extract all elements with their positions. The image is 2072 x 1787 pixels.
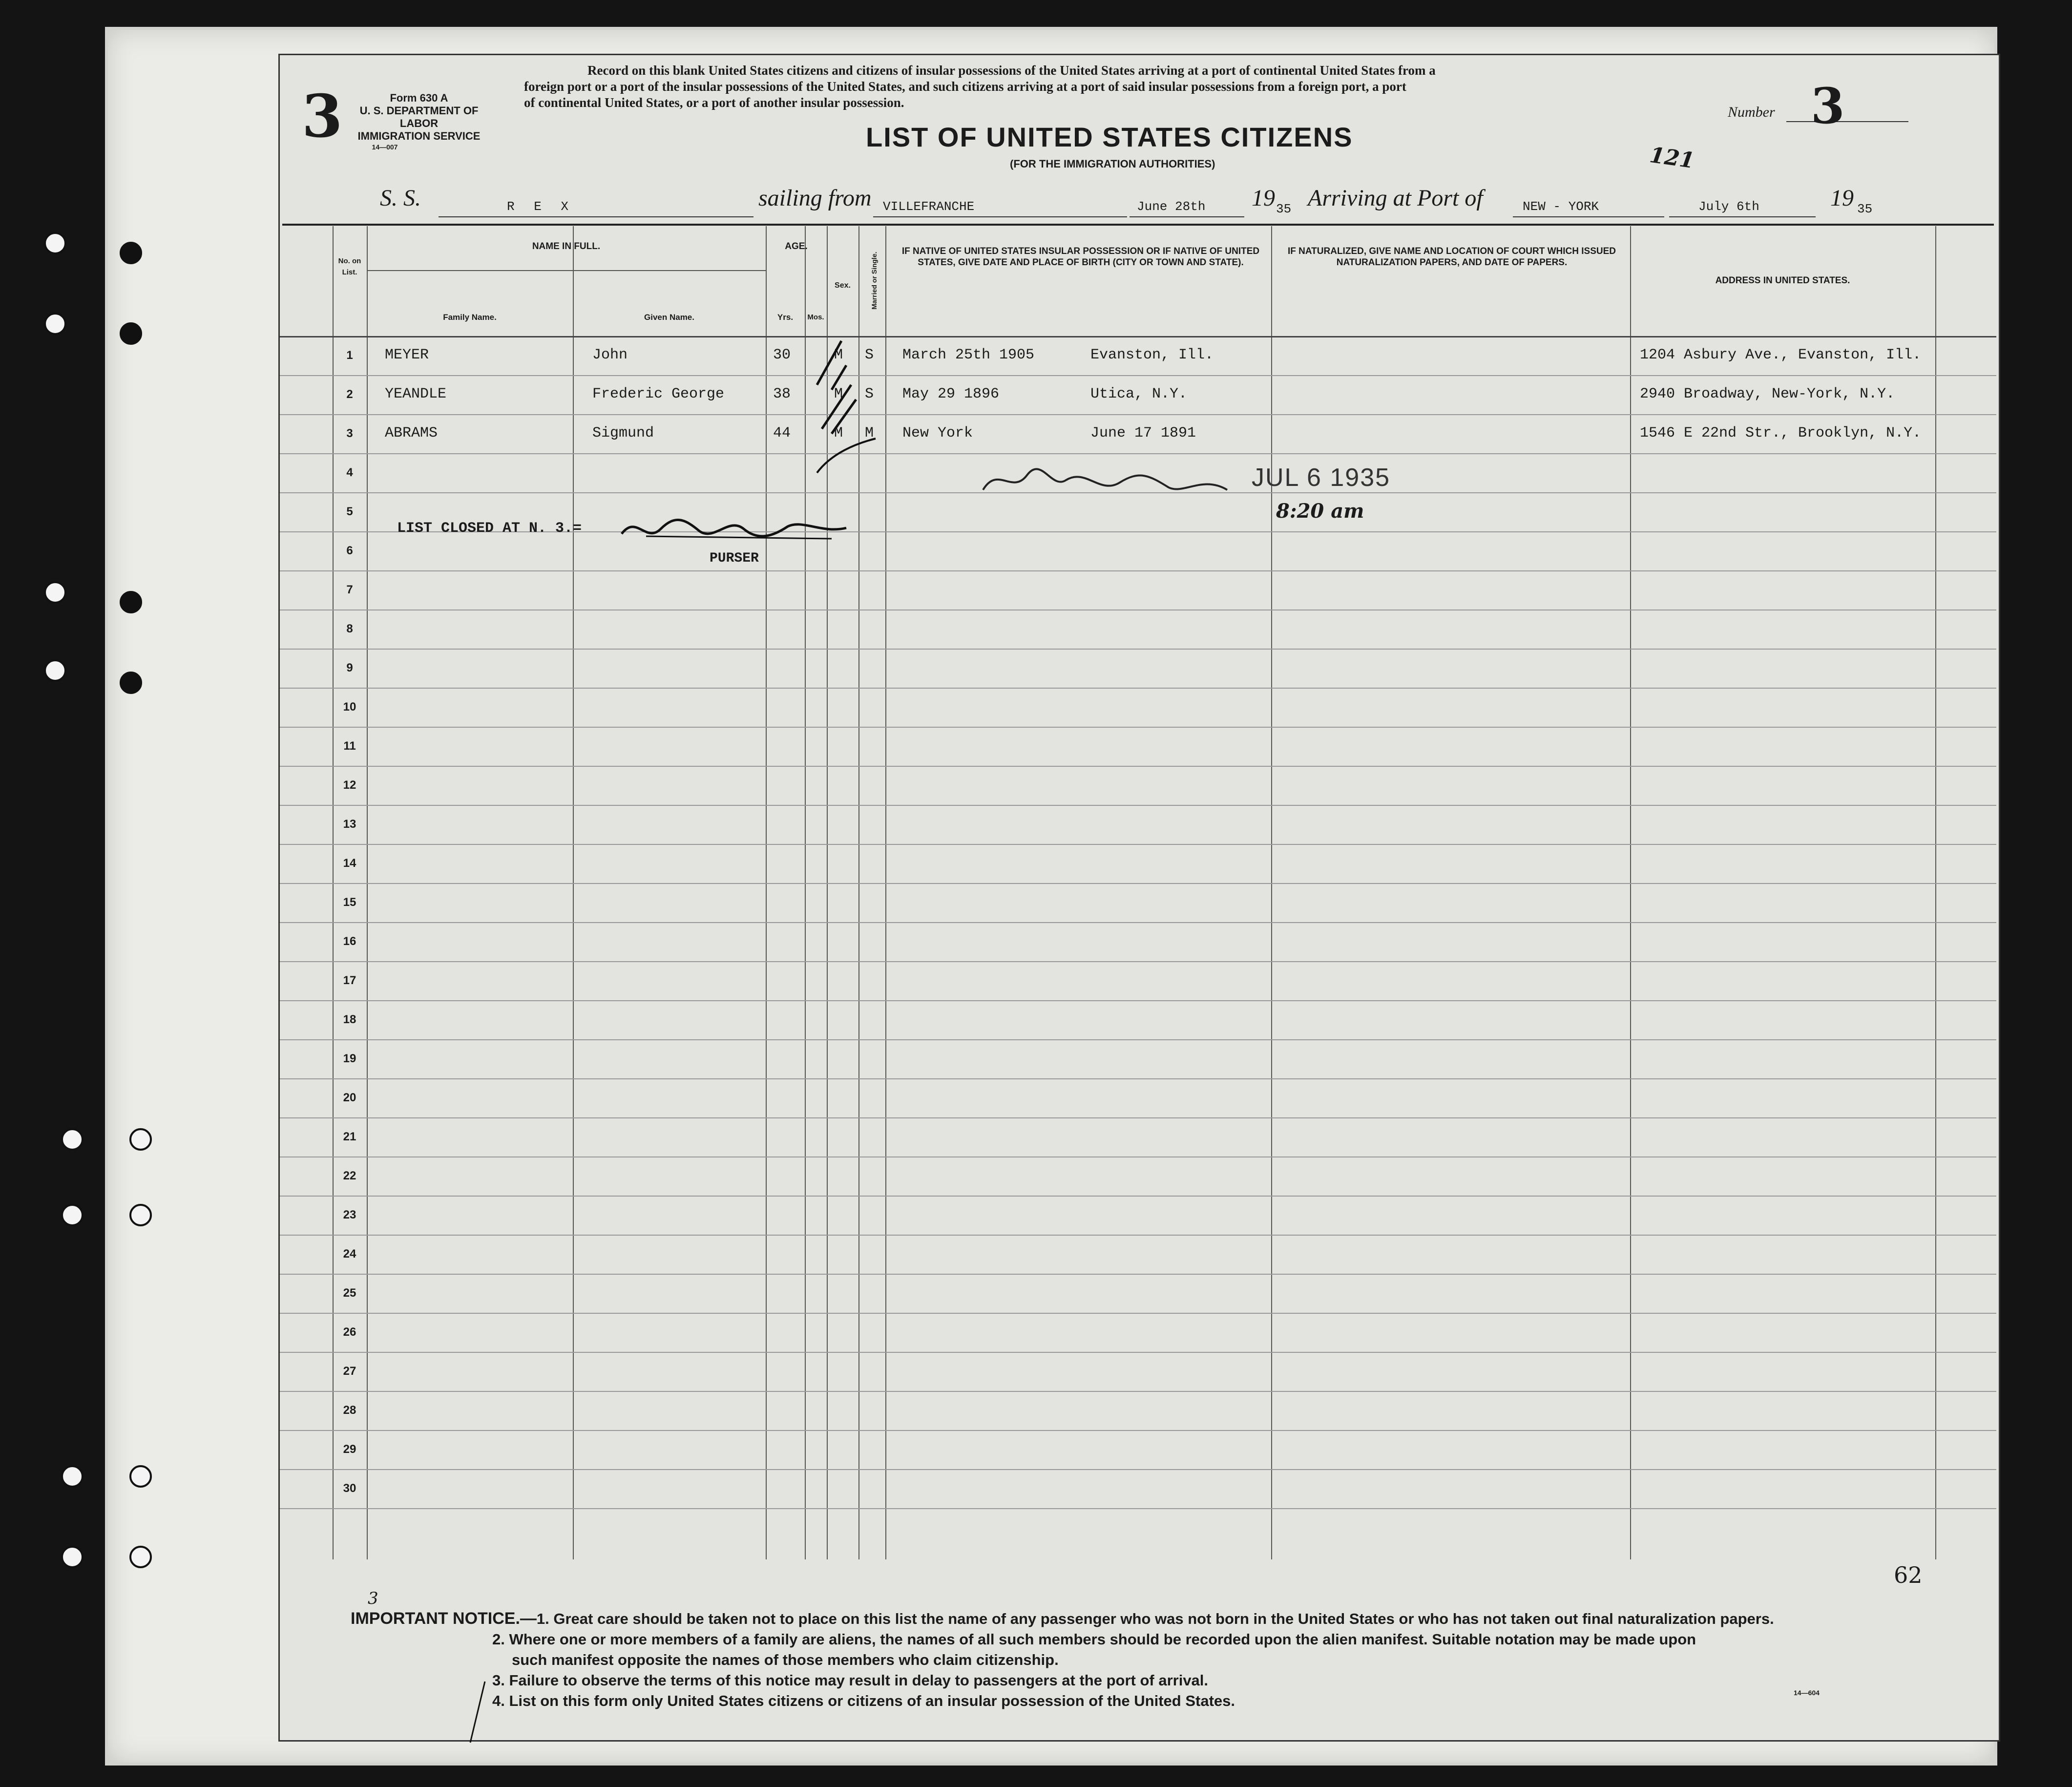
binder-hole-icon (120, 242, 142, 264)
arrival-date: July 6th (1698, 199, 1759, 214)
col-birth: IF NATIVE OF UNITED STATES INSULAR POSSESSION OR IF NATIVE OF UNITED STATES, GIVE DATE AND PLACE OF BIRTH (CITY OR TOWN AND STATE). (901, 246, 1260, 268)
col-no: No. on List. (338, 257, 361, 276)
given-name-cell: Sigmund (592, 425, 654, 441)
year-prefix-2: 19 (1830, 185, 1854, 211)
row-number: 3 (346, 427, 353, 440)
row-number: 22 (343, 1169, 356, 1182)
subheader-divider (367, 270, 766, 271)
birth-date-cell: May 29 1896 (902, 386, 1000, 402)
row-number: 26 (343, 1325, 356, 1339)
notice-2a: 2. Where one or more members of a family are aliens, the names of all such members should be recorded upon the alien manifest. Suitable notation may be made upon (492, 1631, 1696, 1648)
row-number: 2 (346, 388, 353, 401)
address-cell: 1546 E 22nd Str., Brooklyn, N.Y. (1640, 425, 1922, 441)
col-age: AGE. (785, 241, 808, 252)
row-number: 25 (343, 1286, 356, 1300)
binder-hole-icon (44, 232, 66, 254)
row-line (280, 1469, 1996, 1470)
page-number: 62 (1894, 1562, 1923, 1588)
row-number: 28 (343, 1404, 356, 1417)
row-line (280, 1235, 1996, 1236)
number-label: Number (1728, 104, 1775, 120)
birth-place-cell: Evanston, Ill. (1090, 347, 1214, 363)
row-line (280, 375, 1996, 376)
number-value: 3 (1811, 77, 1845, 135)
row-line (280, 805, 1996, 806)
column-divider (367, 226, 368, 1559)
given-name-cell: Frederic George (592, 386, 725, 402)
row-number: 23 (343, 1208, 356, 1221)
row-line (280, 922, 1996, 923)
binder-hole-icon (120, 591, 142, 613)
column-divider (333, 226, 334, 1559)
column-divider (1271, 226, 1272, 1559)
sex-cell: M (834, 425, 843, 441)
ship-underline (439, 216, 753, 217)
notice-1: 1. Great care should be taken not to place on this list the name of any passenger who was not born in the United States or who has not taken out final naturalization papers. (536, 1610, 1774, 1627)
notice-lead: IMPORTANT NOTICE.— (351, 1609, 537, 1628)
col-married: Married or Single. (870, 252, 878, 310)
address-cell: 1204 Asbury Ave., Evanston, Ill. (1640, 347, 1922, 363)
row-number: 30 (343, 1482, 356, 1495)
row-number: 1 (346, 349, 353, 362)
age-years-cell: 38 (773, 386, 791, 402)
column-divider (805, 226, 806, 1559)
row-number: 10 (343, 700, 356, 714)
birth-place-cell: June 17 1891 (1090, 425, 1196, 441)
from-port: VILLEFRANCHE (883, 199, 975, 214)
given-name-cell: John (592, 347, 628, 363)
binder-hole-icon (61, 1204, 84, 1226)
page-title: LIST OF UNITED STATES CITIZENS (866, 122, 1353, 152)
purser-label: PURSER (710, 551, 759, 566)
row-line (280, 1274, 1996, 1275)
row-line (280, 1000, 1996, 1001)
col-sex: Sex. (835, 281, 851, 290)
age-years-cell: 30 (773, 347, 791, 363)
row-number: 7 (346, 583, 353, 596)
form-header (282, 58, 1994, 226)
binder-hole-icon (129, 1465, 152, 1488)
record-text-3: of continental United States, or a port of another insular possession. (524, 95, 904, 110)
row-number: 5 (346, 505, 353, 518)
ship-name: R E X (507, 199, 575, 214)
arrival-port-underline (1513, 216, 1664, 217)
form-id (343, 92, 495, 143)
row-line (280, 1117, 1996, 1118)
year-1: 35 (1276, 202, 1292, 216)
form-number-left: 3 (302, 82, 343, 151)
row-line (280, 1430, 1996, 1431)
purser-signature (617, 509, 861, 548)
sail-date-underline (1130, 216, 1244, 217)
marital-cell: M (865, 425, 874, 441)
margin-stroke (468, 1679, 487, 1747)
column-divider (1630, 226, 1631, 1559)
record-text-2: foreign port or a port of the insular possessions of the United States, and such citizens arriving at a port of said insular possessions from a foreign port, a port (524, 79, 1406, 94)
age-years-cell: 44 (773, 425, 791, 441)
row-number: 9 (346, 661, 353, 674)
row-number: 12 (343, 778, 356, 792)
row-line (280, 766, 1996, 767)
record-text-1: Record on this blank United States citizens and citizens of insular possessions of the United States arriving at a port of continental United States from a (587, 63, 1436, 78)
row-number: 29 (343, 1443, 356, 1456)
row-line (280, 1156, 1996, 1157)
arrival-date-underline (1669, 216, 1816, 217)
row-line (280, 1078, 1996, 1079)
important-notice (351, 1608, 1977, 1711)
row-number: 15 (343, 896, 356, 909)
birth-place-cell: Utica, N.Y. (1090, 386, 1188, 402)
notice-3: 3. Failure to observe the terms of this notice may result in delay to passengers at the port of arrival. (492, 1672, 1209, 1689)
birth-date-cell: March 25th 1905 (902, 347, 1035, 363)
from-port-underline (873, 216, 1127, 217)
sex-cell: M (834, 386, 843, 402)
number-underline (1786, 121, 1908, 122)
row-line (280, 883, 1996, 884)
row-number: 27 (343, 1365, 356, 1378)
col-address: ADDRESS IN UNITED STATES. (1715, 275, 1850, 286)
binder-hole-icon (61, 1128, 84, 1151)
row-line (280, 1391, 1996, 1392)
row-line (280, 1352, 1996, 1353)
sailing-label: sailing from (758, 185, 872, 211)
binder-hole-icon (44, 313, 66, 335)
record-instructions (524, 63, 1672, 111)
marital-cell: S (865, 386, 874, 402)
column-divider (1935, 226, 1936, 1559)
row-line (280, 727, 1996, 728)
col-naturalized: IF NATURALIZED, GIVE NAME AND LOCATION OF COURT WHICH ISSUED NATURALIZATION PAPERS, AND DATE OF PAPERS. (1287, 246, 1616, 268)
binder-hole-icon (129, 1128, 152, 1151)
row-line (280, 844, 1996, 845)
family-name-cell: ABRAMS (385, 425, 438, 441)
col-mos: Mos. (807, 313, 824, 321)
marital-cell: S (865, 347, 874, 363)
col-name-in-full: NAME IN FULL. (532, 241, 601, 252)
row-line (280, 1196, 1996, 1197)
row-line (280, 688, 1996, 689)
birth-date-cell: New York (902, 425, 973, 441)
sail-date: June 28th (1137, 199, 1206, 214)
row-line (280, 1039, 1996, 1040)
sex-cell: M (834, 347, 843, 363)
year-2: 35 (1857, 202, 1873, 216)
row-number: 21 (343, 1130, 356, 1143)
col-yrs: Yrs. (777, 313, 794, 322)
handwritten-121: 121 (1648, 142, 1696, 174)
row-number: 16 (343, 935, 356, 948)
row-number: 17 (343, 974, 356, 987)
department-text: U. S. DEPARTMENT OF LABOR (359, 105, 479, 129)
binder-hole-icon (120, 322, 142, 345)
form-id-text: Form 630 A (390, 92, 448, 104)
address-cell: 2940 Broadway, New-York, N.Y. (1640, 386, 1895, 402)
row-number: 24 (343, 1247, 356, 1261)
row-number: 19 (343, 1052, 356, 1065)
inspector-signature (973, 461, 1247, 505)
row-line (280, 1508, 1996, 1509)
passenger-table (280, 226, 1996, 1559)
row-line (280, 453, 1996, 454)
binder-hole-icon (129, 1204, 152, 1226)
col-family-name: Family Name. (443, 313, 497, 322)
row-number: 4 (346, 466, 353, 479)
arrival-port: NEW - YORK (1523, 199, 1599, 214)
arrival-time: 8:20 am (1276, 500, 1364, 523)
row-number: 20 (343, 1091, 356, 1104)
row-line (280, 961, 1996, 962)
arriving-label: Arriving at Port of (1308, 185, 1483, 211)
year-prefix-1: 19 (1252, 185, 1275, 211)
family-name-cell: YEANDLE (385, 386, 447, 402)
footer-code: 14—604 (1794, 1689, 1820, 1697)
corner-mark: 3 (368, 1589, 378, 1608)
small-code: 14—007 (372, 143, 398, 151)
manifest-form (278, 54, 2000, 1742)
service-text: IMMIGRATION SERVICE (357, 130, 481, 142)
binder-hole-icon (44, 581, 66, 604)
column-divider (885, 226, 886, 1559)
row-number: 11 (343, 739, 356, 753)
notice-2b: such manifest opposite the names of those members who claim citizenship. (512, 1651, 1059, 1668)
row-number: 6 (346, 544, 353, 557)
binder-hole-icon (61, 1546, 84, 1568)
scanned-page (105, 27, 1997, 1766)
binder-hole-icon (129, 1546, 152, 1568)
page-subtitle: (FOR THE IMMIGRATION AUTHORITIES) (1010, 158, 1215, 170)
binder-hole-icon (61, 1465, 84, 1488)
column-divider (573, 226, 574, 1559)
notice-4: 4. List on this form only United States citizens or citizens of an insular possession of the United States. (492, 1692, 1235, 1709)
col-given-name: Given Name. (644, 313, 694, 322)
arrival-stamp: JUL 6 1935 (1252, 463, 1391, 492)
binder-hole-icon (120, 672, 142, 694)
list-closed-text: LIST CLOSED AT N. 3.= (397, 520, 582, 537)
binder-hole-icon (44, 659, 66, 682)
row-line (280, 570, 1996, 571)
row-line (280, 414, 1996, 415)
row-line (280, 649, 1996, 650)
column-divider (766, 226, 767, 1559)
row-number: 13 (343, 818, 356, 831)
row-number: 14 (343, 857, 356, 870)
row-number: 18 (343, 1013, 356, 1026)
row-number: 8 (346, 622, 353, 635)
row-line (280, 1313, 1996, 1314)
header-divider (280, 336, 1996, 337)
check-marks (812, 336, 880, 483)
ss-label: S. S. (380, 185, 421, 211)
family-name-cell: MEYER (385, 347, 429, 363)
